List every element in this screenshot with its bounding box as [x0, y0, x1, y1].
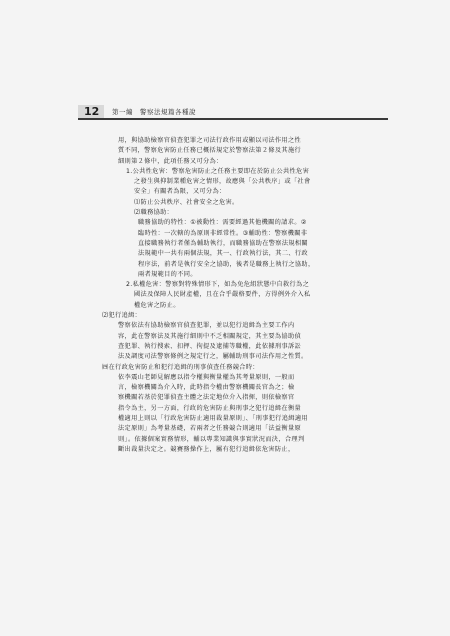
text-line: 權適用上則以「行政危害防止適用裁量原則」、「刑事犯行追緝適用	[118, 415, 308, 423]
text-line: ⑵職務協助：	[134, 209, 174, 217]
text-line: 查犯罪、執行搜索、扣押、拘提及逮捕等職權，此依據刑事訴訟	[118, 342, 302, 350]
text-line: 職務協助的特性：①被動性：需要經過其他機關的請求。②	[138, 219, 307, 227]
text-line: 言，檢察機關為介入時，此時指令權由警察機關長官為之；檢	[118, 384, 295, 392]
text-line: 國法及保障人民財產權，且在合乎嚴格要件，方得例外介入私	[134, 291, 311, 299]
text-line: 臨時性：一次轄的為原則非經常性。③輔助性：警察機關非	[138, 229, 308, 237]
page-number: 12	[84, 105, 100, 118]
text-line: 法規範中一共有兩個法規，其一、行政執行法，其二、行政	[138, 250, 308, 258]
header-rule	[78, 118, 388, 120]
text-line: 法定原則」為考量基礎，若兩者之任務競合則適用「法益衡量原	[118, 425, 302, 433]
text-line: 直接職務執行者僅為輔助執行，而職務協助在警察法規相關	[138, 239, 308, 247]
text-line: 程序法，前者是執行安全之協助，後者是職務上執行之協助，	[138, 260, 315, 268]
text-line: 用，與協助檢察官偵查犯罪之司法行政作用或顯以司法作用之性	[118, 137, 302, 144]
text-line: 察機關若基於犯罪偵查主體之法定地位介入指揮，則依檢察官	[118, 394, 295, 402]
body-text	[102, 136, 356, 455]
text-line: 法及調度司法警察條例之規定行之，屬輔助刑事司法作用之性質。	[118, 353, 308, 361]
text-line: 2.私權危害：警察對特殊情形下，如為免危組狀態中自救行為之	[126, 281, 310, 289]
text-line: 依李震山老師見解應以指令權與衡量權為其考量原則，一般而	[118, 373, 295, 381]
text-line: 權危害之防止。	[134, 301, 180, 309]
text-line: 質不同，警察危害防止任務已概括規定於警察法第２條及其施行	[118, 147, 302, 155]
text-line: ⑴防止公共秩序、社會安全之危害。	[134, 198, 239, 206]
text-line: 細則第２條中，此項任務又可分為：	[118, 157, 223, 165]
text-line: 之發生與抑制業種危害之情形，故應與「公共秩序」或「社會	[134, 178, 311, 186]
text-line: 則」。依據個案實務情形，輔以專業知識與事實狀況而決，合理判	[118, 435, 305, 443]
text-line: 1.公共性危害：警察危害防止之任務主要即在於防止公共性危害	[126, 167, 310, 175]
text-line: 安全」有關者為限，又可分為：	[134, 188, 226, 196]
chapter-title: 第一編 警察法規篇各種說	[112, 108, 196, 116]
text-line: 指令為主，另一方面，行政的危害防止與刑事之犯行追緝在衡量	[118, 404, 302, 412]
text-line: 警察依法有協助檢察官偵查犯罪，並以犯行追緝為主要工作内	[118, 322, 295, 330]
text-line: 容，此在警察法及其施行細則中不乏相關規定，其主要為協助偵	[118, 332, 302, 340]
text-line: ㈣在行政危害防止和犯行追緝的刑事偵查任務競合時：	[102, 363, 259, 371]
text-line: 兩者規範目的不同。	[138, 270, 197, 278]
running-header	[78, 106, 388, 122]
text-line: ⑵犯行追緝：	[102, 312, 142, 320]
text-line: 斷出裁量決定之。競賽務操作上，屬有犯行追緝依危害防止，	[118, 445, 295, 453]
